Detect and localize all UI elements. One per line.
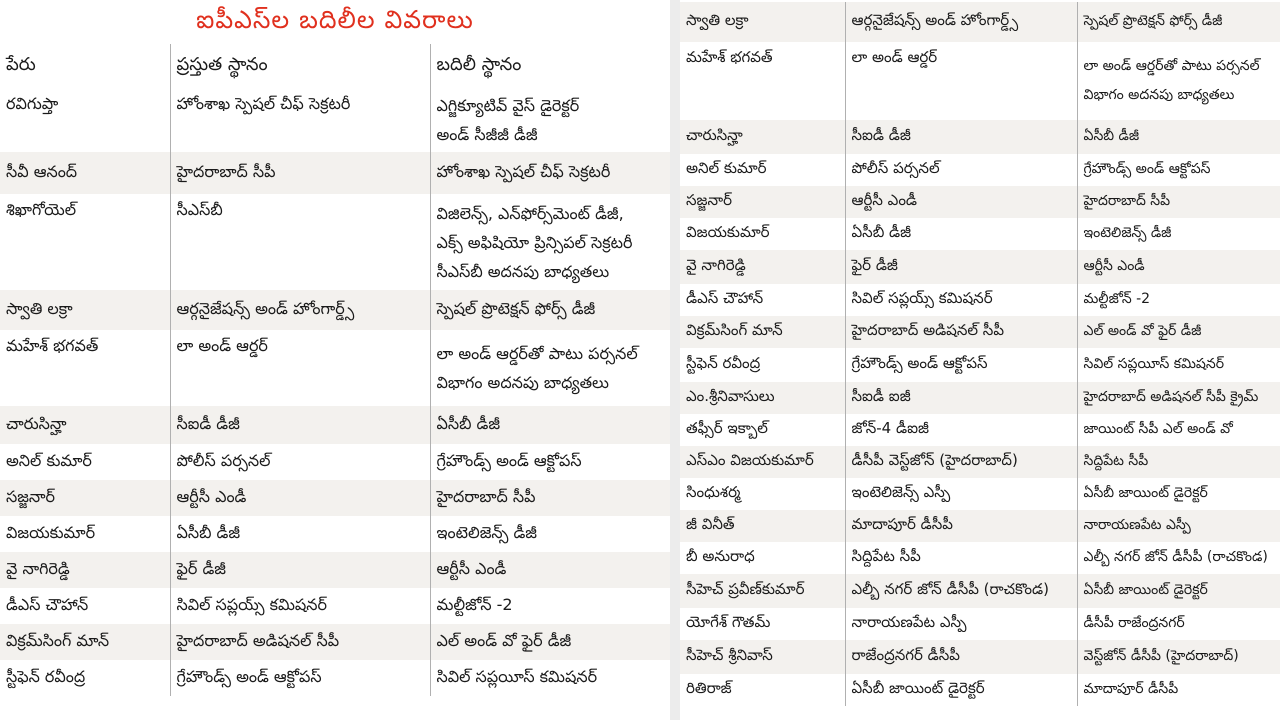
new-post bbox=[1077, 446, 1280, 478]
current-post: ఏసీబీ డీజీ bbox=[845, 218, 1077, 250]
new-post-line: హైదరాబాద్ అడిషనల్ సీపీ క్రైమ్ bbox=[1083, 388, 1259, 405]
officer-name: మహేశ్ భగవత్ bbox=[0, 330, 170, 406]
new-post-line: సీఎస్‌బీ అదనపు బాధ్యతలు bbox=[436, 261, 610, 281]
table-row bbox=[680, 348, 1280, 382]
new-post-line: స్పెషల్ ప్రొటెక్షన్ ఫోర్స్ డీజీ bbox=[436, 298, 596, 318]
right-page-column bbox=[680, 0, 1280, 720]
new-post bbox=[1077, 478, 1280, 510]
table-header-row bbox=[0, 44, 670, 88]
table-row bbox=[0, 444, 670, 480]
current-post: ఎల్బీ నగర్ జోన్ డీసీపీ (రాచకొండ) bbox=[845, 574, 1077, 608]
current-post: సీఎస్‌బీ bbox=[170, 194, 430, 290]
new-post-line: ఎల్ అండ్ వో ఫైర్ డీజీ bbox=[436, 630, 572, 650]
table-row bbox=[680, 382, 1280, 414]
table-row bbox=[0, 552, 670, 588]
current-post: సీఐడీ ఐజీ bbox=[845, 382, 1077, 414]
new-post-line: ఏసీబీ జాయింట్ డైరెక్టర్ bbox=[1083, 484, 1208, 501]
officer-name: విక్రమ్‌సింగ్ మాన్ bbox=[680, 316, 845, 348]
column-gutter bbox=[670, 0, 680, 720]
officer-name: అనిల్ కుమార్ bbox=[680, 154, 845, 186]
new-post-line: విజిలెన్స్, ఎన్‌ఫోర్స్‌మెంట్ డీజీ, bbox=[436, 203, 624, 223]
officer-name: అనిల్ కుమార్ bbox=[0, 444, 170, 480]
officer-name: వై నాగిరెడ్డి bbox=[0, 552, 170, 588]
current-post: గ్రేహౌండ్స్ అండ్ ఆక్టోపస్ bbox=[170, 660, 430, 696]
new-post bbox=[430, 330, 670, 406]
new-post-line: లా అండ్ ఆర్డర్‌తో పాటు పర్సనల్ bbox=[1083, 58, 1260, 74]
officer-name: సజ్జనార్ bbox=[680, 186, 845, 218]
new-post bbox=[430, 516, 670, 552]
header-current-post: ప్రస్తుత స్థానం bbox=[170, 44, 430, 88]
new-post-line: లా అండ్ ఆర్డర్‌తో పాటు పర్సనల్ bbox=[436, 344, 638, 363]
new-post bbox=[430, 480, 670, 516]
new-post bbox=[1077, 250, 1280, 284]
table-row bbox=[0, 88, 670, 152]
current-post: ఫైర్ డీజీ bbox=[170, 552, 430, 588]
new-post bbox=[1077, 414, 1280, 446]
new-post bbox=[1077, 382, 1280, 414]
current-post: లా అండ్ ఆర్డర్ bbox=[845, 42, 1077, 120]
current-post: సీఐడీ డీజీ bbox=[845, 120, 1077, 154]
officer-name: స్వాతి లక్రా bbox=[0, 290, 170, 330]
table-row bbox=[680, 608, 1280, 640]
table-row bbox=[680, 414, 1280, 446]
current-post: జోన్-4 డీఐజీ bbox=[845, 414, 1077, 446]
table-row bbox=[0, 516, 670, 552]
new-post-line: జాయింట్ సీపీ ఎల్ అండ్ వో bbox=[1083, 420, 1233, 437]
table-row bbox=[680, 218, 1280, 250]
new-post bbox=[1077, 640, 1280, 674]
table-row bbox=[680, 446, 1280, 478]
table-row bbox=[680, 542, 1280, 574]
current-post: ఆర్టీసీ ఎండీ bbox=[170, 480, 430, 516]
current-post: హోంశాఖ స్పెషల్ చీఫ్ సెక్రటరీ bbox=[170, 88, 430, 152]
officer-name: ఎం.శ్రీనివాసులు bbox=[680, 382, 845, 414]
officer-name: స్టీఫెన్ రవీంద్ర bbox=[680, 348, 845, 382]
officer-name: డీఎస్ చౌహాన్ bbox=[0, 588, 170, 624]
new-post bbox=[1077, 316, 1280, 348]
new-post bbox=[430, 194, 670, 290]
new-post bbox=[1077, 218, 1280, 250]
new-post bbox=[1077, 674, 1280, 706]
table-row bbox=[0, 152, 670, 194]
new-post-line: ఏసీబీ జాయింట్ డైరెక్టర్ bbox=[1083, 581, 1208, 598]
new-post-line: ఆర్టీసీ ఎండీ bbox=[1083, 257, 1145, 274]
current-post: ఇంటెలిజెన్స్ ఎస్పీ bbox=[845, 478, 1077, 510]
officer-name: విజయకుమార్ bbox=[0, 516, 170, 552]
table-row bbox=[680, 154, 1280, 186]
current-post: మాదాపూర్ డీసీపీ bbox=[845, 510, 1077, 542]
new-post-line: ఏసీబీ డీజీ bbox=[436, 413, 501, 433]
table-row bbox=[680, 574, 1280, 608]
new-post-line: ఇంటెలిజెన్స్ డీజీ bbox=[436, 522, 537, 542]
table-row bbox=[0, 194, 670, 290]
current-post: ఆర్టీసీ ఎండీ bbox=[845, 186, 1077, 218]
new-post bbox=[430, 588, 670, 624]
new-post-line: ఎల్బీ నగర్ జోన్ డీసీపీ (రాచకొండ) bbox=[1083, 548, 1268, 565]
new-post bbox=[1077, 542, 1280, 574]
header-new-post: బదిలీ స్థానం bbox=[430, 44, 670, 88]
table-row bbox=[680, 510, 1280, 542]
officer-name: శిఖాగోయెల్ bbox=[0, 194, 170, 290]
new-post bbox=[1077, 574, 1280, 608]
new-post bbox=[430, 660, 670, 696]
officer-name: సజ్జనార్ bbox=[0, 480, 170, 516]
officer-name: మహేశ్ భగవత్ bbox=[680, 42, 845, 120]
officer-name: ఎస్ఎం విజయకుమార్ bbox=[680, 446, 845, 478]
new-post bbox=[1077, 2, 1280, 42]
new-post bbox=[1077, 510, 1280, 542]
officer-name: సీహెచ్ ప్రవీణ్‌కుమార్ bbox=[680, 574, 845, 608]
new-post bbox=[1077, 120, 1280, 154]
new-post-line: మాదాపూర్ డీసీపీ bbox=[1083, 680, 1179, 697]
officer-name: సింధుశర్మ bbox=[680, 478, 845, 510]
officer-name: విక్రమ్‌సింగ్ మాన్ bbox=[0, 624, 170, 660]
current-post: సివిల్ సప్లయ్స్ కమిషనర్ bbox=[170, 588, 430, 624]
current-post: ఏసీబీ జాయింట్ డైరెక్టర్ bbox=[845, 674, 1077, 706]
new-post-line: సివిల్ సప్లయీస్ కమిషనర్ bbox=[436, 666, 598, 686]
new-post bbox=[1077, 154, 1280, 186]
header-name: పేరు bbox=[0, 44, 170, 88]
new-post bbox=[430, 624, 670, 660]
new-post-line: విభాగం అదనపు బాధ్యతలు bbox=[1083, 87, 1235, 103]
table-row bbox=[680, 250, 1280, 284]
table-row bbox=[0, 406, 670, 444]
new-post-line: ఎగ్జిక్యూటివ్ వైస్ డైరెక్టర్ bbox=[436, 96, 580, 115]
table-row bbox=[0, 660, 670, 696]
table-row bbox=[680, 284, 1280, 316]
table-row bbox=[0, 624, 670, 660]
current-post: గ్రేహౌండ్స్ అండ్ ఆక్టోపస్ bbox=[845, 348, 1077, 382]
officer-name: రవిగుప్తా bbox=[0, 88, 170, 152]
officer-name: డీఎస్ చౌహాన్ bbox=[680, 284, 845, 316]
current-post: సీఐడీ డీజీ bbox=[170, 406, 430, 444]
new-post-line: నారాయణపేట ఎస్పీ bbox=[1083, 516, 1191, 533]
current-post: పోలీస్ పర్సనల్ bbox=[170, 444, 430, 480]
current-post: రాజేంద్రనగర్ డీసీపీ bbox=[845, 640, 1077, 674]
current-post: పోలీస్ పర్సనల్ bbox=[845, 154, 1077, 186]
current-post: ఆర్గనైజేషన్స్ అండ్ హోంగార్డ్స్ bbox=[170, 290, 430, 330]
current-post: లా అండ్ ఆర్డర్ bbox=[170, 330, 430, 406]
new-post bbox=[1077, 608, 1280, 640]
new-post-line: హైదరాబాద్ సీపీ bbox=[436, 486, 536, 506]
new-post-line: అండ్ సీజీజీ డీజీ bbox=[436, 125, 538, 144]
table-row bbox=[0, 480, 670, 516]
new-post-line: సివిల్ సప్లయీస్ కమిషనర్ bbox=[1083, 355, 1225, 372]
new-post-line: విభాగం అదనపు బాధ్యతలు bbox=[436, 373, 609, 392]
table-row bbox=[0, 330, 670, 406]
new-post-line: ఏసీబీ డీజీ bbox=[1083, 127, 1140, 144]
table-row bbox=[680, 2, 1280, 42]
table-row bbox=[680, 640, 1280, 674]
officer-name: యోగేశ్ గౌతమ్ bbox=[680, 608, 845, 640]
new-post-line: ఎల్ అండ్ వో ఫైర్ డీజీ bbox=[1083, 322, 1202, 339]
new-post bbox=[430, 444, 670, 480]
table-row bbox=[680, 674, 1280, 706]
current-post: సివిల్ సప్లయ్స్ కమిషనర్ bbox=[845, 284, 1077, 316]
officer-name: సీహెచ్ శ్రీనివాస్ bbox=[680, 640, 845, 674]
officer-name: రితిరాజ్ bbox=[680, 674, 845, 706]
current-post: సిద్దిపేట సీపీ bbox=[845, 542, 1077, 574]
new-post-line: హోంశాఖ స్పెషల్ చీఫ్ సెక్రటరీ bbox=[436, 161, 611, 181]
officer-name: చారుసిన్హా bbox=[0, 406, 170, 444]
new-post bbox=[430, 88, 670, 152]
new-post-line: ఆర్టీసీ ఎండీ bbox=[436, 558, 507, 578]
current-post: హైదరాబాద్ అడిషనల్ సీపీ bbox=[845, 316, 1077, 348]
current-post: ఆర్గనైజేషన్స్ అండ్ హోంగార్డ్స్ bbox=[845, 2, 1077, 42]
current-post: హైదరాబాద్ అడిషనల్ సీపీ bbox=[170, 624, 430, 660]
table-row bbox=[680, 316, 1280, 348]
new-post bbox=[430, 406, 670, 444]
new-post bbox=[430, 290, 670, 330]
page-title: ఐపీఎస్‌ల బదిలీల వివరాలు bbox=[196, 5, 474, 34]
new-post-line: వెస్ట్‌జోన్ డీసీపీ (హైదరాబాద్) bbox=[1083, 647, 1239, 664]
new-post bbox=[1077, 284, 1280, 316]
new-post bbox=[1077, 186, 1280, 218]
table-row bbox=[0, 290, 670, 330]
new-post-line: గ్రేహౌండ్స్ అండ్ ఆక్టోపస్ bbox=[436, 450, 582, 470]
new-post-line: ఎక్స్ అఫిషియో ప్రిన్సిపల్ సెక్రటరీ bbox=[436, 232, 633, 252]
new-post-line: హైదరాబాద్ సీపీ bbox=[1083, 192, 1171, 209]
new-post-line: ఇంటెలిజెన్స్ డీజీ bbox=[1083, 224, 1172, 241]
officer-name: చారుసిన్హా bbox=[680, 120, 845, 154]
transfers-table-left bbox=[0, 44, 670, 696]
new-post-line: మల్టీజోన్ -2 bbox=[1083, 290, 1151, 307]
table-row bbox=[0, 588, 670, 624]
current-post: ఏసీబీ డీజీ bbox=[170, 516, 430, 552]
new-post-line: మల్టీజోన్ -2 bbox=[436, 594, 513, 614]
new-post-line: సిద్దిపేట సీపీ bbox=[1083, 452, 1149, 469]
officer-name: సీవీ ఆనంద్ bbox=[0, 152, 170, 194]
new-post bbox=[1077, 348, 1280, 382]
current-post: ఫైర్ డీజీ bbox=[845, 250, 1077, 284]
current-post: నారాయణపేట ఎస్పీ bbox=[845, 608, 1077, 640]
table-row bbox=[680, 120, 1280, 154]
officer-name: విజయకుమార్ bbox=[680, 218, 845, 250]
table-row bbox=[680, 186, 1280, 218]
new-post bbox=[430, 552, 670, 588]
officer-name: వై నాగిరెడ్డి bbox=[680, 250, 845, 284]
officer-name: తఫ్సీర్ ఇక్బాల్ bbox=[680, 414, 845, 446]
new-post-line: గ్రేహౌండ్స్ అండ్ ఆక్టోపస్ bbox=[1083, 160, 1211, 177]
officer-name: జీ వినీత్ bbox=[680, 510, 845, 542]
transfers-table-right bbox=[680, 2, 1280, 706]
officer-name: స్వాతి లక్రా bbox=[680, 2, 845, 42]
new-post bbox=[1077, 42, 1280, 120]
officer-name: స్టీఫెన్ రవీంద్ర bbox=[0, 660, 170, 696]
table-row bbox=[680, 42, 1280, 120]
current-post: డీసీపీ వెస్ట్‌జోన్ (హైదరాబాద్) bbox=[845, 446, 1077, 478]
new-post-line: స్పెషల్ ప్రొటెక్షన్ ఫోర్స్ డీజీ bbox=[1083, 12, 1223, 29]
current-post: హైదరాబాద్ సీపీ bbox=[170, 152, 430, 194]
officer-name: బీ అనురాధ bbox=[680, 542, 845, 574]
new-post bbox=[430, 152, 670, 194]
new-post-line: డీసీపీ రాజేంద్రనగర్ bbox=[1083, 614, 1185, 631]
table-row bbox=[680, 478, 1280, 510]
